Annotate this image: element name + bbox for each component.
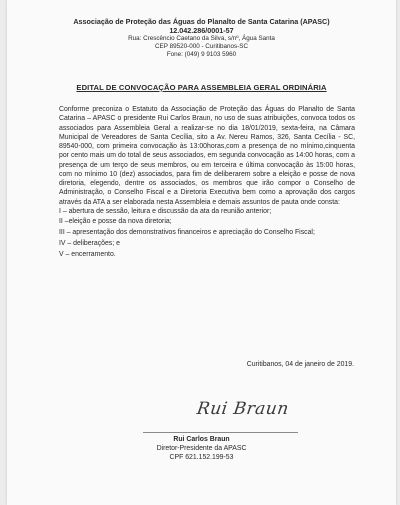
organization-address: Rua: Crescêncio Caetano da Silva, s/nº, Água Santa	[128, 35, 275, 42]
agenda-item: V – encerramento.	[59, 250, 116, 258]
organization-cep: CEP 89520-000 - Curitibanos-SC	[155, 43, 248, 50]
document-body	[59, 105, 355, 260]
organization-name: Associação de Proteção das Águas do Planalto de Santa Catarina (APASC)	[73, 17, 330, 26]
convocation-paragraph: Conforme preconiza o Estatuto da Associação de Proteção das Águas do Planalto de Santa Catarina – APASC o presidente Rui Carlos Braun, no uso de suas atribuições, convoca todos os associados para Assembleia Geral a realizar-se no dia 18/01/2019, sexta-feira, na Câmara Municipal de Vereadores de Santa Cecília, sito a Av. Nereu Ramos, 326, Santa Cecília - SC, 89540-000, com primeira convocação às 13:00horas,com a presença de no mínimo,cinquenta por cento mais um do total de seus associados, em segunda convocação as 14:00 horas, com a presença de um terço de seus membros, ou em terceira e última convocação às 15:00 horas, com no mínimo 10 (dez) associados, para fim de deliberarem sobre a eleição e posse de nova diretoria, elegendo, dentre os associados, os membros que irão compor o Conselho de Administração, o Conselho Fiscal e a Diretoria Executiva bem como a aprovação dos cargos através da ATA a ser elaborada nesta Assembleia e demais assuntos de pauta onde consta:	[59, 106, 355, 206]
handwritten-signature: Rui Braun	[195, 399, 291, 419]
signer-role: Diretor-Presidente da APASC	[156, 445, 247, 452]
agenda-item: II –eleição e posse da nova diretoria;	[59, 218, 172, 226]
organization-cnpj: 12.042.286/0001-57	[169, 26, 234, 35]
document-page	[7, 0, 396, 505]
signer-cpf: CPF 621.152.199-53	[169, 454, 234, 461]
agenda-item: I – abertura de sessão, leitura e discussão da ata da reunião anterior;	[59, 207, 272, 215]
letterhead	[7, 17, 396, 59]
signature-line	[143, 432, 298, 433]
signer-block	[7, 435, 396, 462]
agenda-item: IV – deliberações; e	[59, 239, 120, 247]
signer-name: Rui Carlos Braun	[173, 436, 230, 443]
agenda-item: III – apresentação dos demonstrativos financeiros e apreciação do Conselho Fiscal;	[59, 229, 315, 237]
organization-phone: Fone: (049) 9 9103 5960	[166, 51, 237, 58]
document-title: EDITAL DE CONVOCAÇÃO PARA ASSEMBLEIA GERAL ORDINÁRIA	[76, 83, 327, 92]
agenda-list	[59, 207, 355, 261]
document-date: Curitibanos, 04 de janeiro de 2019.	[246, 361, 354, 368]
